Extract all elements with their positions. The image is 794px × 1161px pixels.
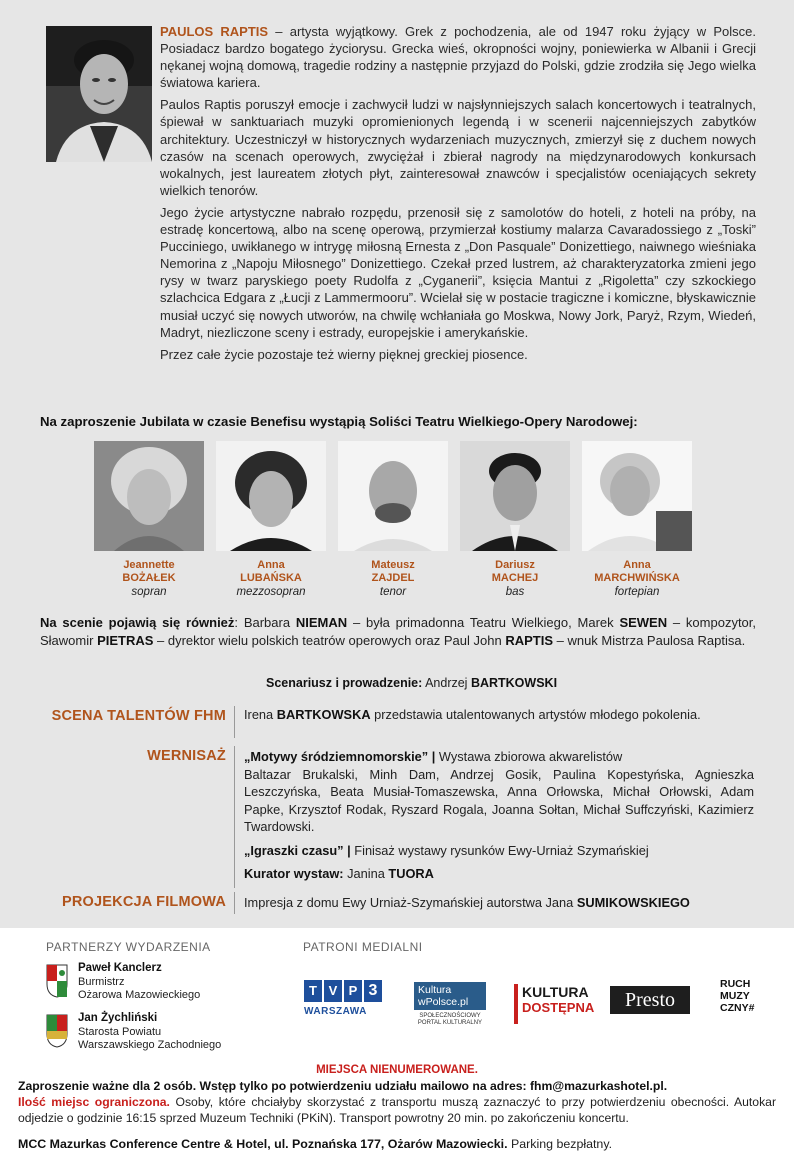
- partner-role: [78, 976, 288, 1002]
- partner-role-line: Ożarowa Mazowieckiego: [78, 989, 201, 1001]
- talents-pre: Irena: [244, 707, 277, 722]
- also-appearing: [40, 614, 756, 649]
- also-bold-name: RAPTIS: [505, 632, 553, 648]
- also-bold-name: NIEMAN: [295, 615, 348, 630]
- kultura-sub2: PORTAL KULTURALNY: [417, 1020, 483, 1026]
- talents-bold: BARTKOWSKA: [276, 707, 371, 722]
- wernisaz-label: WERNISAŻ: [147, 748, 226, 764]
- wernisaz-text: [244, 748, 754, 883]
- exhibition-1-desc: Wystawa zbiorowa akwarelistów: [438, 749, 623, 764]
- kultura-wpolsce-logo: [414, 982, 486, 1034]
- ruch-line3: CZNY#: [720, 1002, 755, 1014]
- soloist-voice: bas: [505, 586, 525, 598]
- script-label: Scenariusz i prowadzenie:: [266, 676, 423, 690]
- partner-role-line: Burmistrz: [78, 976, 125, 988]
- soloist-last-name: MACHEJ: [491, 572, 539, 584]
- venue-address-line: [18, 1136, 776, 1152]
- also-text: – kompozytor, Sławomir: [40, 615, 757, 648]
- tvp-letter-t: T: [304, 980, 322, 1002]
- also-text: : Barbara: [234, 615, 296, 630]
- exhibition-2-desc: Finisaż wystawy rysunków Ewy-Urniaż Szymańskiej: [354, 842, 649, 858]
- invite-heading: Na zaproszenie Jubilata w czasie Benefisu wystąpią Soliści Teatru Wielkiego-Opery Narodowej:: [40, 414, 638, 429]
- kultura-line1: Kultura: [418, 984, 452, 996]
- curator-pre: Janina: [343, 866, 389, 881]
- ozarow-crest-icon: [46, 964, 68, 998]
- tvp3-warszawa-logo: [304, 980, 382, 1024]
- ruch-line1: RUCH: [720, 978, 751, 990]
- section-divider: [234, 746, 235, 888]
- powiat-crest-icon: [46, 1014, 68, 1048]
- bio-paragraph-4: Przez całe życie pozostaje też wierny pięknej greckiej piosence.: [160, 346, 528, 362]
- also-bold-name: SEWEN: [619, 615, 668, 630]
- kultura-sub1: SPOŁECZNOŚCIOWY: [419, 1013, 481, 1019]
- soloist-voice: fortepian: [614, 586, 660, 598]
- exhibition-1: [244, 748, 754, 766]
- partner-role-line: Warszawskiego Zachodniego: [78, 1039, 222, 1051]
- soloist-photo: [582, 441, 692, 551]
- exhibition-separator: |: [428, 749, 439, 764]
- talents-rest: przedstawia utalentowanych artystów młodego pokolenia.: [370, 707, 701, 722]
- soloist-voice: sopran: [131, 586, 167, 598]
- artist-name: PAULOS RAPTIS: [160, 24, 269, 39]
- section-divider: [234, 892, 235, 914]
- dostepna-line1: KULTURA: [522, 984, 589, 1000]
- invitation-conditions: Zaproszenie ważne dla 2 osób. Wstęp tylko po potwierdzeniu udziału mailowo na adres: fhm@mazurkashotel.pl.: [18, 1079, 668, 1093]
- curator-label: Kurator wystaw:: [244, 866, 344, 881]
- soloist-last-name: ZAJDEL: [371, 572, 415, 584]
- seats-notice: MIEJSCA NIENUMEROWANE.: [316, 1064, 478, 1076]
- ruch-line2: MUZY: [720, 990, 750, 1002]
- presto-logo: Presto: [610, 986, 690, 1014]
- footer: [18, 1062, 776, 1152]
- script-credit: [266, 676, 557, 690]
- partner-mayor: [46, 962, 276, 1002]
- dostepna-line2: DOSTĘPNA: [522, 1000, 595, 1015]
- soloist-card: [582, 441, 692, 600]
- bio-paragraph-2: Paulos Raptis poruszył emocje i zachwycił ludzi w najsłynniejszych salach koncertowych i teatralnych, śpiewał w sanktuariach muzyki opromienionych legendą i w scenerii najcenniejszych zabytków architektury. Uczestniczył w historycznych wydarzeniach muzycznych, zmierzył się z duchem nowych czasów na scenach operowych, zwyciężał i zbierał nagrody na międzynarodowych konkursach wokalnych, jest laureatem złotych płyt, zainteresował znawców i specjalistów oceniających sekrety wielkich tenorów.: [160, 97, 756, 198]
- partner-starosta: [46, 1012, 276, 1052]
- patrons-heading: PATRONI MEDIALNI: [303, 940, 423, 954]
- soloist-photo: [94, 441, 204, 551]
- transport-text: Osoby, które chciałyby skorzystać z transportu muszą zaznaczyć to przy potwierdzeniu obecności. Autokar odjedzie o godzinie 16:15 sprzed Muzeum Techniki (PKiN). Transport powrotny 20 min. po zakończeniu koncertu.: [18, 1095, 777, 1125]
- soloist-first-name: Mateusz: [371, 559, 415, 571]
- biography: [160, 23, 756, 368]
- film-label: PROJEKCJA FILMOWA: [62, 894, 226, 910]
- soloist-first-name: Dariusz: [495, 559, 535, 571]
- parking-info: Parking bezpłatny.: [507, 1137, 613, 1151]
- soloist-voice: tenor: [379, 586, 407, 598]
- soloist-last-name: LUBAŃSKA: [240, 572, 302, 584]
- kultura-dostepna-logo: [514, 984, 595, 1024]
- film-desc: Impresja z domu Ewy Urniaż-Szymańskiej autorstwa Jana: [244, 895, 577, 910]
- exhibition-1-title: „Motywy śródziemnomorskie”: [244, 749, 429, 764]
- tvp-city: WARSZAWA: [304, 1006, 367, 1017]
- soloist-card: [94, 441, 204, 600]
- soloist-last-name: MARCHWIŃSKA: [594, 572, 680, 584]
- soloist-first-name: Anna: [257, 559, 285, 571]
- bio-paragraph-1: [160, 23, 756, 91]
- exhibition-2-title: „Igraszki czasu”: [244, 842, 344, 858]
- also-text: – dyrektor wielu polskich teatrów operowych oraz Paul John: [153, 632, 506, 648]
- section-divider: [234, 706, 235, 738]
- soloist-first-name: Jeannette: [123, 559, 175, 571]
- film-text: [244, 894, 754, 912]
- curator-line: [244, 865, 754, 883]
- script-name: BARTKOWSKI: [470, 676, 558, 690]
- talents-text: [244, 706, 754, 724]
- exhibition-2: [244, 842, 754, 860]
- talents-label: SCENA TALENTÓW FHM: [51, 708, 226, 724]
- film-author: SUMIKOWSKIEGO: [576, 895, 690, 910]
- tvp-number: 3: [364, 980, 382, 1002]
- also-text: – była primadonna Teatru Wielkiego, Marek: [347, 615, 620, 630]
- soloist-card: [460, 441, 570, 600]
- partner-role: [78, 1026, 288, 1052]
- also-bold-name: PIETRAS: [97, 632, 154, 648]
- bio-paragraph-3: Jego życie artystyczne nabrało rozpędu, przenosił się z samolotów do hoteli, z hoteli na próby, na estradę koncertową, albo na scenę operową, przymierzał kostiumy malarza Cavaradossiego z „Toski” Pucciniego, uwikłanego w intrygę miłosną Ernesta z „Don Pasquale” Donizettiego, naiwnego wieśniaka Nemorina z „Napoju Miłosnego” Donizettiego. Czekał przed lustrem, aż charakteryzatorka zmieni jego rysy w twarz paryskiego poety Rudolfa z „Cyganerii”, księcia Mantui z „Rigoletta” czy szkockiego szlachcica Edgara z „Łucji z Lammermooru”. Wcielał się w postacie tragiczne i komiczne, błyskawicznie musiał uczyć się nowych utworów, na chwilę wchłaniała go Moskwa, Nowy Jork, Paryż, Rzym, Wiedeń, Madryt, niezliczone sceny i estrady, europejskie i amerykańskie.: [160, 204, 756, 340]
- bio-text-1: – artysta wyjątkowy. Grek z pochodzenia, ale od 1947 roku żyjący w Polsce. Posiadacz bardzo bogatego życiorysu. Grecka wieś, okropności wojny, poniewierka w Albanii i Grecji nękanej wojną domową, tragedie rodziny a następnie przyjazd do Polski, gdzie zrodziła się Jego wielka światowa kariera.: [160, 24, 756, 91]
- soloist-photo: [460, 441, 570, 551]
- paulos-raptis-photo: [46, 26, 152, 162]
- partner-name: Jan Żychliński: [78, 1012, 158, 1024]
- kultura-line2: wPolsce.pl: [418, 996, 469, 1008]
- partners-heading: PARTNERZY WYDARZENIA: [46, 940, 211, 954]
- soloist-last-name: BOŻAŁEK: [122, 572, 176, 584]
- script-name-pre: Andrzej: [422, 676, 471, 690]
- partner-name: Paweł Kanclerz: [78, 962, 162, 974]
- soloist-voice: mezzosopran: [236, 586, 306, 598]
- tvp-letter-v: V: [324, 980, 342, 1002]
- limited-seats: Ilość miejsc ograniczona.: [18, 1095, 170, 1109]
- soloist-card: [216, 441, 326, 600]
- transport-info: [18, 1094, 776, 1126]
- exhibition-separator: |: [343, 842, 355, 858]
- exhibition-artists: Baltazar Brukalski, Minh Dam, Andrzej Gosik, Paulina Kopestyńska, Agnieszka Leszczyńska, Beata Musiał-Tomaszewska, Anna Orłowska, Michał Orłowski, Adam Papke, Krzysztof Rodak, Ryszard Rogala, Joanna Sołtan, Michał Suffczyński, Kazimierz Twardowski.: [244, 766, 754, 834]
- partner-role-line: Starosta Powiatu: [78, 1026, 162, 1038]
- tvp-letter-p: P: [344, 980, 362, 1002]
- curator-name: TUORA: [388, 866, 434, 881]
- venue-address: MCC Mazurkas Conference Centre & Hotel, ul. Poznańska 177, Ożarów Mazowiecki.: [18, 1137, 508, 1151]
- also-text: – wnuk Mistrza Paulosa Raptisa.: [553, 632, 746, 648]
- ruch-muzyczny-logo: [720, 978, 764, 1030]
- soloist-card: [338, 441, 448, 600]
- soloists-row: [84, 441, 704, 601]
- soloist-photo: [338, 441, 448, 551]
- soloist-first-name: Anna: [623, 559, 651, 571]
- also-lead: Na scenie pojawią się również: [40, 615, 235, 630]
- soloist-photo: [216, 441, 326, 551]
